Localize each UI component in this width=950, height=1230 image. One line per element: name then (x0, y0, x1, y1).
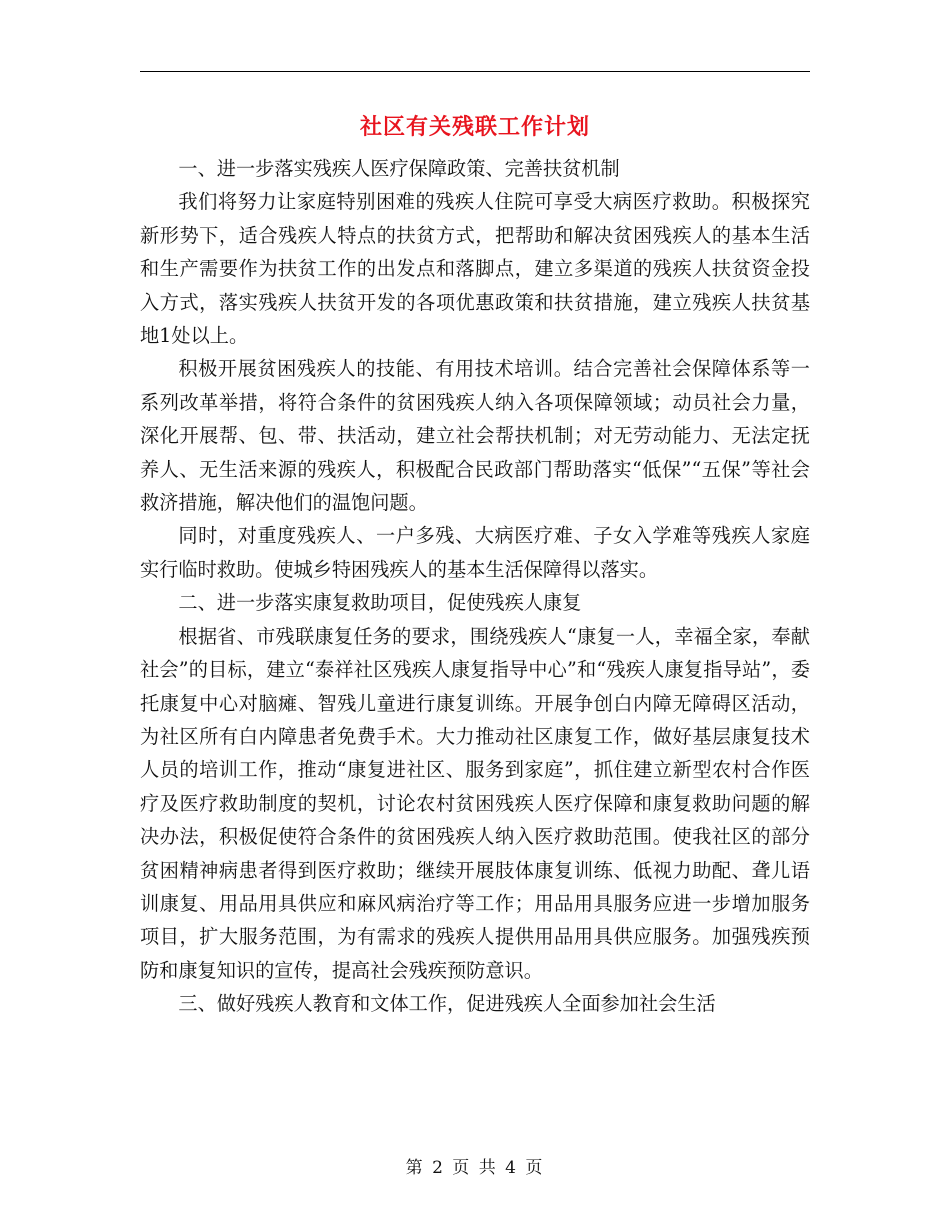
paragraph: 同时，对重度残疾人、一户多残、大病医疗难、子女入学难等残疾人家庭实行临时救助。使城乡特困残疾人的基本生活保障得以落实。 (140, 524, 810, 581)
paragraph: 根据省、市残联康复任务的要求，围绕残疾人“康复一人，幸福全家，奉献社会”的目标，建立“泰祥社区残疾人康复指导中心”和“残疾人康复指导站”，委托康复中心对脑瘫、智残儿童进行康复训练。开展争创白内障无障碍区活动，为社区所有白内障患者免费手术。大力推动社区康复工作，做好基层康复技术人员的培训工作，推动“康复进社区、服务到家庭”，抓住建立新型农村合作医疗及医疗救助制度的契机，讨论农村贫困残疾人医疗保障和康复救助问题的解决办法，积极促使符合条件的贫困残疾人纳入医疗救助范围。使我社区的部分贫困精神病患者得到医疗救助；继续开展肢体康复训练、低视力助配、聋儿语训康复、用品用具供应和麻风病治疗等工作；用品用具服务应进一步增加服务项目，扩大服务范围，为有需求的残疾人提供用品用具供应服务。加强残疾预防和康复知识的宣传，提高社会残疾预防意识。 (140, 624, 810, 982)
paragraph: 积极开展贫困残疾人的技能、有用技术培训。结合完善社会保障体系等一系列改革举措，将符合条件的贫困残疾人纳入各项保障领域；动员社会力量，深化开展帮、包、带、扶活动，建立社会帮扶机制；对无劳动能力、无法定抚养人、无生活来源的残疾人，积极配合民政部门帮助落实“低保”“五保”等社会救济措施，解决他们的温饱问题。 (140, 357, 810, 515)
paragraph: 我们将努力让家庭特别困难的残疾人住院可享受大病医疗救助。积极探究新形势下，适合残疾人特点的扶贫方式，把帮助和解决贫困残疾人的基本生活和生产需要作为扶贫工作的出发点和落脚点，建立多渠道的残疾人扶贫资金投入方式，落实残疾人扶贫开发的各项优惠政策和扶贫措施，建立残疾人扶贫基地1处以上。 (140, 190, 810, 348)
section-heading-2: 二、进一步落实康复救助项目，促使残疾人康复 (178, 591, 582, 615)
section-heading-3: 三、做好残疾人教育和文体工作，促进残疾人全面参加社会生活 (178, 992, 716, 1016)
header-rule (140, 71, 810, 72)
document-body (140, 152, 810, 1021)
section-heading-1: 一、进一步落实残疾人医疗保障政策、完善扶贫机制 (178, 157, 620, 180)
document-title: 社区有关残联工作计划 (359, 115, 590, 140)
page-number: 第 2 页 共 4 页 (405, 1158, 545, 1178)
